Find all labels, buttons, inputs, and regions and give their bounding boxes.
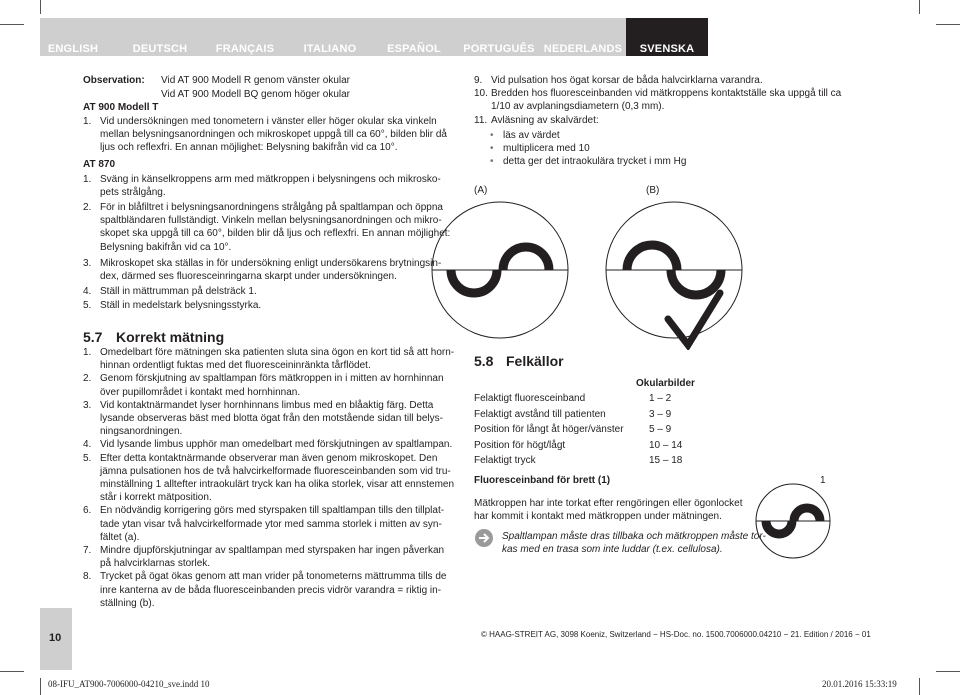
fluorescein-note: Spaltlampan måste dras tillbaka och mätkroppen måste tor- kas med en trasa som inte luddar (t.ex. cellulosa). [502, 531, 766, 556]
tab-svenska[interactable]: SVENSKA [626, 18, 708, 56]
list-line: hinnan ordentligt fuktas med det fluoresceininränkta tårflödet. [100, 360, 371, 372]
list-line: För in blåfiltret i belysningsanordningens strålgång på spaltlampan och öppna [100, 202, 443, 213]
fluorescein-text: Mätkroppen har inte torkat efter rengöringen eller ögonlocket har kommit i kontakt med mätkroppen under mätningen. [474, 498, 743, 523]
crop-mark [40, 678, 41, 695]
list-number: 4. [83, 286, 92, 297]
list-line: pets strålgång. [100, 187, 166, 199]
list-line: Omedelbart före mätningen ska patienten sluta sina ögon en kort tid så att horn- [100, 347, 455, 358]
slug-file: 08-IFU_AT900-7006000-04210_sve.indd 10 [48, 679, 210, 689]
list-number: 1. [83, 347, 92, 358]
table-cell-label: Felaktigt avstånd till patienten [474, 408, 606, 420]
table-cell-label: Position för högt/lågt [474, 439, 566, 451]
list-line: lysande observeras bäst med blotta ögat från den motstående sidan till belys- [100, 413, 443, 424]
list-line: på halvcirklarnas storlek. [100, 558, 211, 570]
observation-line: Vid AT 900 Modell BQ genom höger okular [161, 89, 351, 100]
section-title: Felkällor [506, 353, 564, 369]
list-line: spaltbländaren fullständigt. Vinkeln mellan belysningsanordningen och mikro- [100, 215, 442, 227]
list-number: 2. [83, 202, 92, 213]
list-line: inre kanterna av de båda fluoresceinbanden precis vidrör varandra = riktig in- [100, 584, 442, 596]
list-number: 11. [474, 114, 488, 126]
list-line: dex, därmed ses fluoresceinringarna skarpt under undersökningen. [100, 271, 397, 283]
list-number: 1. [83, 116, 92, 127]
figure-number: 1 [820, 475, 826, 486]
list-line: ställning (b). [100, 597, 155, 609]
section-number: 5.8 [474, 353, 494, 369]
list-line: Mikroskopet ska ställas in för undersökning enligt undersökarens brytningsin- [100, 258, 442, 269]
at900-heading: AT 900 Modell T [83, 102, 159, 113]
figure-label-b: (B) [646, 185, 660, 196]
page-number: 10 [49, 632, 62, 644]
bullet-list [490, 129, 686, 169]
list-number: 5. [83, 452, 92, 464]
crop-mark [0, 671, 24, 672]
tab-italiano[interactable]: ITALIANO [303, 43, 357, 55]
crop-mark [919, 678, 920, 695]
list-line: En nödvändig korrigering görs med styrspaken till spaltlampan tills den tillplat- [100, 505, 445, 517]
list-line: jämna pulsationen hos de två halvcirkelformade fluoresceinbanden som vid tru- [100, 465, 451, 477]
table-cell-value: 3 – 9 [649, 408, 672, 420]
bullet-icon: • [490, 156, 494, 168]
crop-mark [936, 24, 960, 25]
list-line: mellan belysningsanordningen och mikroskopet uppgå till ca 60°, bilden blir då [100, 129, 447, 141]
list-number: 5. [83, 300, 92, 311]
list-line: Efter detta kontaktnärmande observerar man även genom mikroskopet. Den [100, 452, 438, 464]
crop-mark [936, 671, 960, 672]
list-line: Vid lysande limbus upphör man omedelbart med förskjutningen av spaltlampan. [100, 439, 453, 451]
tab-francais[interactable]: FRANÇAIS [215, 43, 275, 55]
list-line: över pupillområdet i kontakt med hornhinnan. [100, 386, 301, 398]
bullet-icon: • [490, 130, 494, 141]
tab-portugues[interactable]: PORTUGUÊS [463, 43, 535, 55]
list-line: Ställ in mättrumman på delsträck 1. [100, 286, 257, 297]
list-number: 3. [83, 399, 92, 411]
list-number: 8. [83, 571, 92, 583]
list-line: Vid undersökningen med tonometern i vänster eller höger okular ska vinkeln [100, 116, 437, 127]
crop-mark [40, 0, 41, 14]
list-line: tade ytan visar två halvcirkelformade ytor med samma storlek i mitten av syn- [100, 518, 442, 530]
list-number: 1. [83, 174, 92, 185]
crop-mark [919, 0, 920, 14]
footer-copyright: © HAAG-STREIT AG, 3098 Koeniz, Switzerland − HS-Doc. no. 1500.7006000.04210 − 21. Edition / 2016 − 01 [481, 630, 871, 639]
slug-date: 20.01.2016 15:33:19 [822, 679, 897, 689]
check-mark-icon [668, 293, 720, 345]
tab-espanol[interactable]: ESPAÑOL [387, 43, 441, 55]
list-number: 7. [83, 545, 92, 556]
table-cell-value: 5 – 9 [649, 424, 672, 435]
crop-mark [0, 24, 24, 25]
bullet-icon: • [490, 143, 494, 155]
circle-a [432, 202, 568, 338]
list-line: Belysning bakifrån vid ca 10°. [100, 241, 232, 253]
list-number: 2. [83, 373, 92, 385]
list-line: Trycket på ögat ökas genom att man vrider på tonometerns mättrumma tills de [100, 571, 447, 583]
fluorescein-figure [750, 476, 840, 566]
tonometer-figure [420, 185, 750, 350]
list-line: Mindre djupförskjutningar av spaltlampan med styrspaken har ingen påverkan [100, 545, 445, 556]
list-number: 6. [83, 505, 92, 517]
table-cell-label: Felaktigt tryck [474, 455, 536, 466]
list-line: Ställ in medelstark belysningsstyrka. [100, 300, 262, 311]
list-line: minställning 1 alltefter intraokulärt tryck kan ha olika storlek, visar att ennstemen [100, 479, 455, 490]
section-title: Korrekt mätning [116, 329, 225, 345]
list-number: 10. [474, 88, 488, 100]
list-line: ningsanordningen. [100, 426, 183, 438]
list-line: Sväng in känselkroppens arm med mätkroppen i belysningens och mikrosko- [100, 174, 441, 185]
figure-label-a: (A) [474, 185, 488, 196]
list-line: Vid kontaktnärmandet lyser hornhinnans limbus med en blåaktig färg. Detta [100, 399, 434, 411]
tab-deutsch[interactable]: DEUTSCH [132, 43, 188, 55]
tab-english[interactable]: ENGLISH [47, 43, 99, 55]
list-number: 3. [83, 258, 92, 269]
list-line: 1/10 av avplaningsdiametern (0,3 mm). [491, 101, 665, 113]
table-cell-value: 1 – 2 [649, 393, 672, 404]
list-line: står i korrekt mätposition. [100, 492, 212, 504]
list-number: 4. [83, 439, 92, 451]
list-line: Avläsning av skalvärdet: [491, 114, 599, 126]
observation-label: Observation: [83, 75, 145, 86]
fluorescein-heading: Fluoresceinband för brett (1) [474, 475, 611, 486]
arrow-right-icon [474, 528, 494, 548]
list-line: Bredden hos fluoresceinbanden vid mätkroppens kontaktställe ska uppgå till ca [491, 88, 842, 100]
observation-line: Vid AT 900 Modell R genom vänster okular [161, 75, 350, 86]
bullet-item: • läs av värdet [490, 130, 560, 141]
table-cell-value: 15 – 18 [649, 455, 683, 466]
table-cell-label: Felaktigt fluoresceinband [474, 393, 586, 404]
tab-nederlands[interactable]: NEDERLANDS [543, 43, 623, 55]
table-column-header: Okularbilder [636, 378, 695, 389]
list-line: ljus och reflexfri. En annan möjlighet: Belysning bakifrån vid ca 10°. [100, 142, 398, 154]
list-line: Vid pulsation hos ögat korsar de båda halvcirklarna varandra. [491, 75, 763, 86]
bullet-item: • multiplicera med 10 [490, 143, 590, 155]
table-cell-value: 10 – 14 [649, 439, 683, 451]
list-line: fältet (a). [100, 531, 140, 543]
list-number: 9. [474, 75, 483, 86]
bullet-item: • detta ger det intraokulära trycket i mm Hg [490, 156, 687, 168]
list-line: Genom förskjutning av spaltlampan förs mätkroppen in i mitten av hornhinnan [100, 373, 444, 385]
at870-heading: AT 870 [83, 159, 116, 170]
section-number: 5.7 [83, 329, 103, 345]
circle-b [606, 202, 742, 338]
list-line: skopet ska uppgå till ca 60°, bilden blir då ljus och reflexfri. En annan möjlighet: [100, 228, 451, 240]
table-cell-label: Position för långt åt höger/vänster [474, 424, 624, 435]
